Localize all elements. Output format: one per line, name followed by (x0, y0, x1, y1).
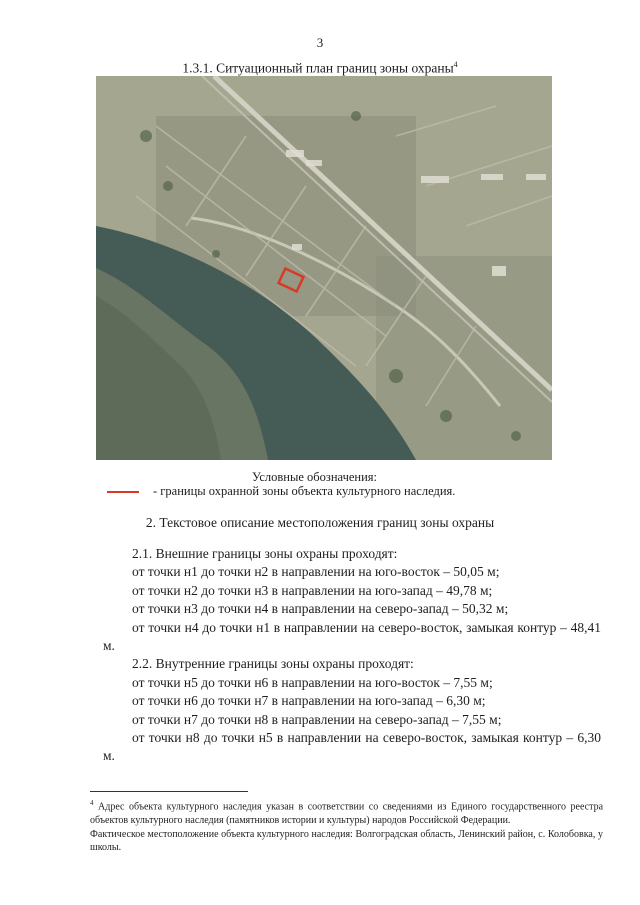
outer-heading: 2.1. Внешние границы зоны охраны проходят: (132, 546, 398, 561)
satellite-map (96, 76, 552, 460)
inner-line: от точки н6 до точки н7 в направлении на юго-запад – 6,30 м; (132, 693, 486, 709)
outer-line: от точки н2 до точки н3 в направлении на юго-запад – 49,78 м; (132, 582, 493, 598)
outer-line: от точки н4 до точки н1 в направлении на северо-восток, замыкая контур – 48,41 м. (103, 619, 601, 654)
plan-title-text: 1.3.1. Ситуационный план границ зоны охраны (182, 60, 454, 76)
inner-line: от точки н7 до точки н8 в направлении на северо-запад – 7,55 м; (132, 711, 502, 727)
page-number: 3 (316, 35, 324, 50)
footnote (90, 797, 603, 855)
footnote-text-2: Фактическое местоположение объекта культурного наследия: Волгоградская область, Ленинский район, с. Колобовка, у школы. (90, 828, 603, 854)
boundary-description (103, 545, 601, 766)
section-title: 2. Текстовое описание местоположения границ зоны охраны (145, 515, 495, 530)
footnote-text (90, 797, 603, 828)
outer-line: от точки н3 до точки н4 в направлении на северо-запад – 50,32 м; (132, 601, 509, 617)
legend-heading: Условные обозначения: (252, 470, 378, 484)
inner-heading: 2.2. Внутренние границы зоны охраны проходят: (132, 656, 414, 672)
footnote-ref: 4 (453, 60, 458, 69)
legend-line-swatch (107, 491, 139, 493)
footnote-body: Адрес объекта культурного наследия указан в соответствии со сведениями из Единого государственного реестра объектов культурного наследия (памятников истории и культуры) народов Российской Федерации. (90, 801, 604, 826)
legend-item-label: - границы охранной зоны объекта культурного наследия. (153, 484, 456, 498)
plan-title (0, 60, 640, 77)
outer-line: от точки н1 до точки н2 в направлении на юго-восток – 50,05 м; (132, 564, 500, 580)
inner-line: от точки н8 до точки н5 в направлении на северо-восток, замыкая контур – 6,30 м. (103, 730, 601, 764)
footnote-divider (90, 791, 248, 792)
footnote-number: 4 (90, 799, 94, 807)
satellite-map-image (96, 76, 552, 460)
inner-line: от точки н5 до точки н6 в направлении на юго-восток – 7,55 м; (132, 674, 493, 690)
legend-item (107, 484, 455, 499)
